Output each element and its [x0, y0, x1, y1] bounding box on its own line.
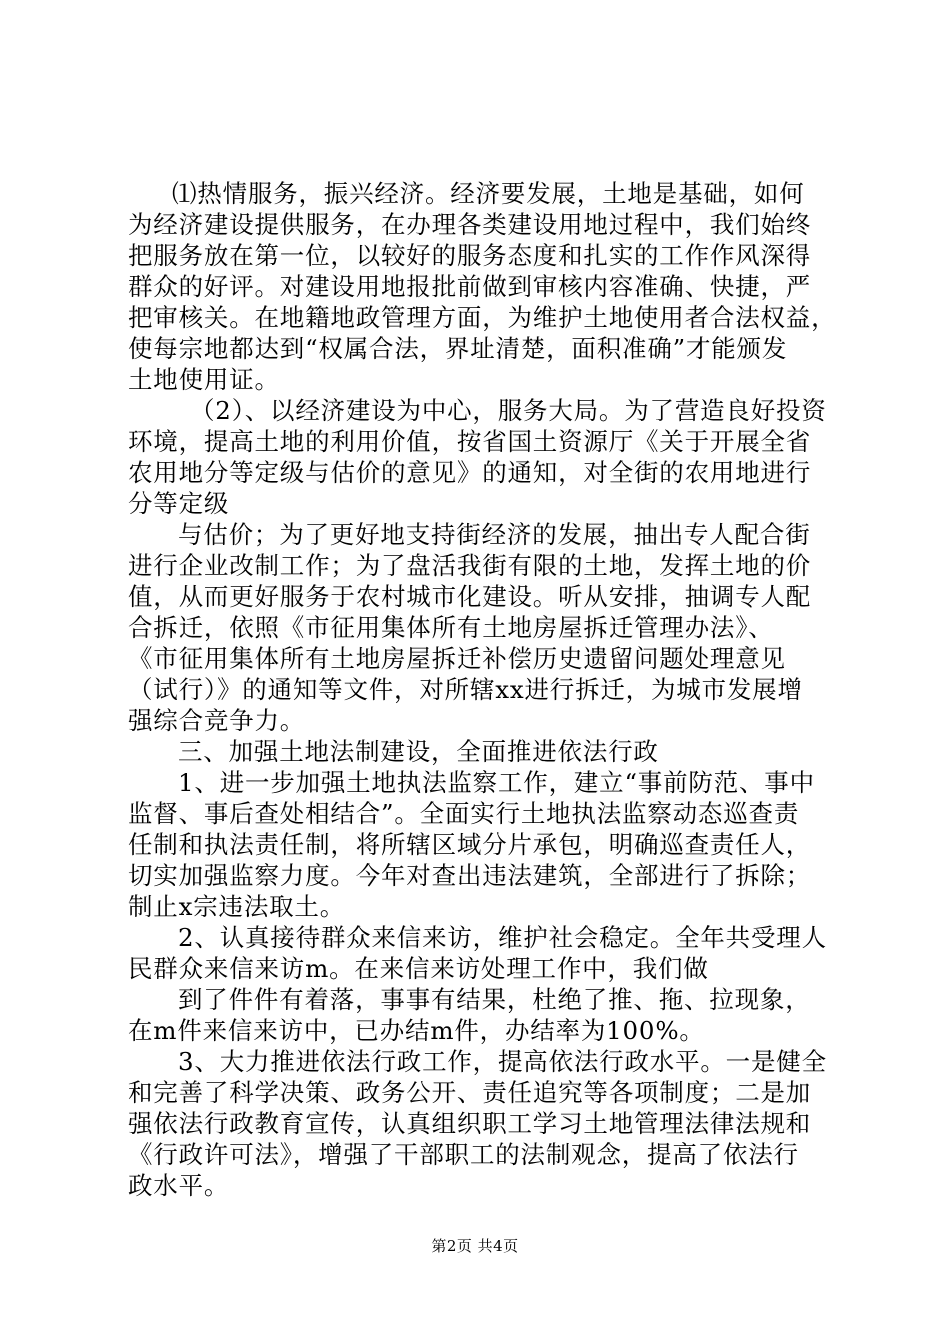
text-line: 把服务放在第一位，以较好的服务态度和扎实的工作作风深得: [128, 241, 812, 270]
text-line: 切实加强监察力度。今年对查出违法建筑，全部进行了拆除；: [128, 861, 812, 890]
text-line: 合拆迁，依照《市征用集体所有土地房屋拆迁管理办法》、: [128, 613, 774, 642]
text-line: 监督、事后查处相结合”。全面实行土地执法监察动态巡查责: [128, 799, 800, 828]
text-line: 把审核关。在地籍地政管理方面，为维护土地使用者合法权益，: [128, 303, 837, 332]
text-line: 群众的好评。对建设用地报批前做到审核内容准确、快捷，严: [128, 272, 812, 301]
text-line: 进行企业改制工作；为了盘活我街有限的土地，发挥土地的价: [128, 551, 812, 580]
text-line: ⑴热情服务，振兴经济。经济要发展，土地是基础，如何: [172, 179, 805, 208]
page-footer: 第2页 共4页: [431, 1237, 519, 1255]
text-line: 值，从而更好服务于农村城市化建设。听从安排，抽调专人配: [128, 582, 812, 611]
text-line: 政水平。: [128, 1171, 230, 1200]
text-line: 强综合竞争力。: [128, 706, 306, 735]
text-line: 《市征用集体所有土地房屋拆迁补偿历史遗留问题处理意见: [128, 644, 786, 673]
text-line: 任制和执法责任制，将所辖区域分片承包，明确巡查责任人，: [128, 830, 812, 859]
text-line: 民群众来信来访m。在来信来访处理工作中，我们做: [128, 954, 709, 983]
text-line: 制止x宗违法取土。: [128, 892, 346, 921]
text-line: 与估价；为了更好地支持街经济的发展，抽出专人配合街: [178, 520, 811, 549]
text-line: 三、加强土地法制建设，全面推进依法行政: [178, 737, 659, 766]
text-line: 2、认真接待群众来信来访，维护社会稳定。全年共受理人: [178, 923, 827, 952]
text-line: 《行政许可法》，增强了干部职工的法制观念，提高了依法行: [128, 1140, 799, 1169]
text-line: （试行）》的通知等文件，对所辖xx进行拆迁，为城市发展增: [128, 675, 803, 704]
text-line: 3、大力推进依法行政工作，提高依法行政水平。一是健全: [178, 1047, 827, 1076]
text-line: 农用地分等定级与估价的意见》的通知，对全街的农用地进行: [128, 458, 812, 487]
text-line: 1、进一步加强土地执法监察工作，建立“事前防范、事中: [178, 768, 815, 797]
text-line: 强依法行政教育宣传，认真组织职工学习土地管理法律法规和: [128, 1109, 812, 1138]
text-line: （2）、以经济建设为中心，服务大局。为了营造良好投资: [190, 396, 827, 425]
text-line: 使每宗地都达到“权属合法，界址清楚，面积准确”才能颁发: [128, 334, 788, 363]
text-line: 在m件来信来访中，已办结m件，办结率为100%。: [128, 1016, 705, 1045]
text-line: 环境，提高土地的利用价值，按省国土资源厅《关于开展全省: [128, 427, 812, 456]
text-line: 土地使用证。: [128, 365, 280, 394]
text-line: 分等定级: [128, 489, 230, 518]
text-line: 为经济建设提供服务，在办理各类建设用地过程中，我们始终: [128, 210, 812, 239]
text-line: 到了件件有着落，事事有结果，杜绝了推、拖、拉现象，: [178, 985, 811, 1014]
text-line: 和完善了科学决策、政务公开、责任追究等各项制度；二是加: [128, 1078, 812, 1107]
